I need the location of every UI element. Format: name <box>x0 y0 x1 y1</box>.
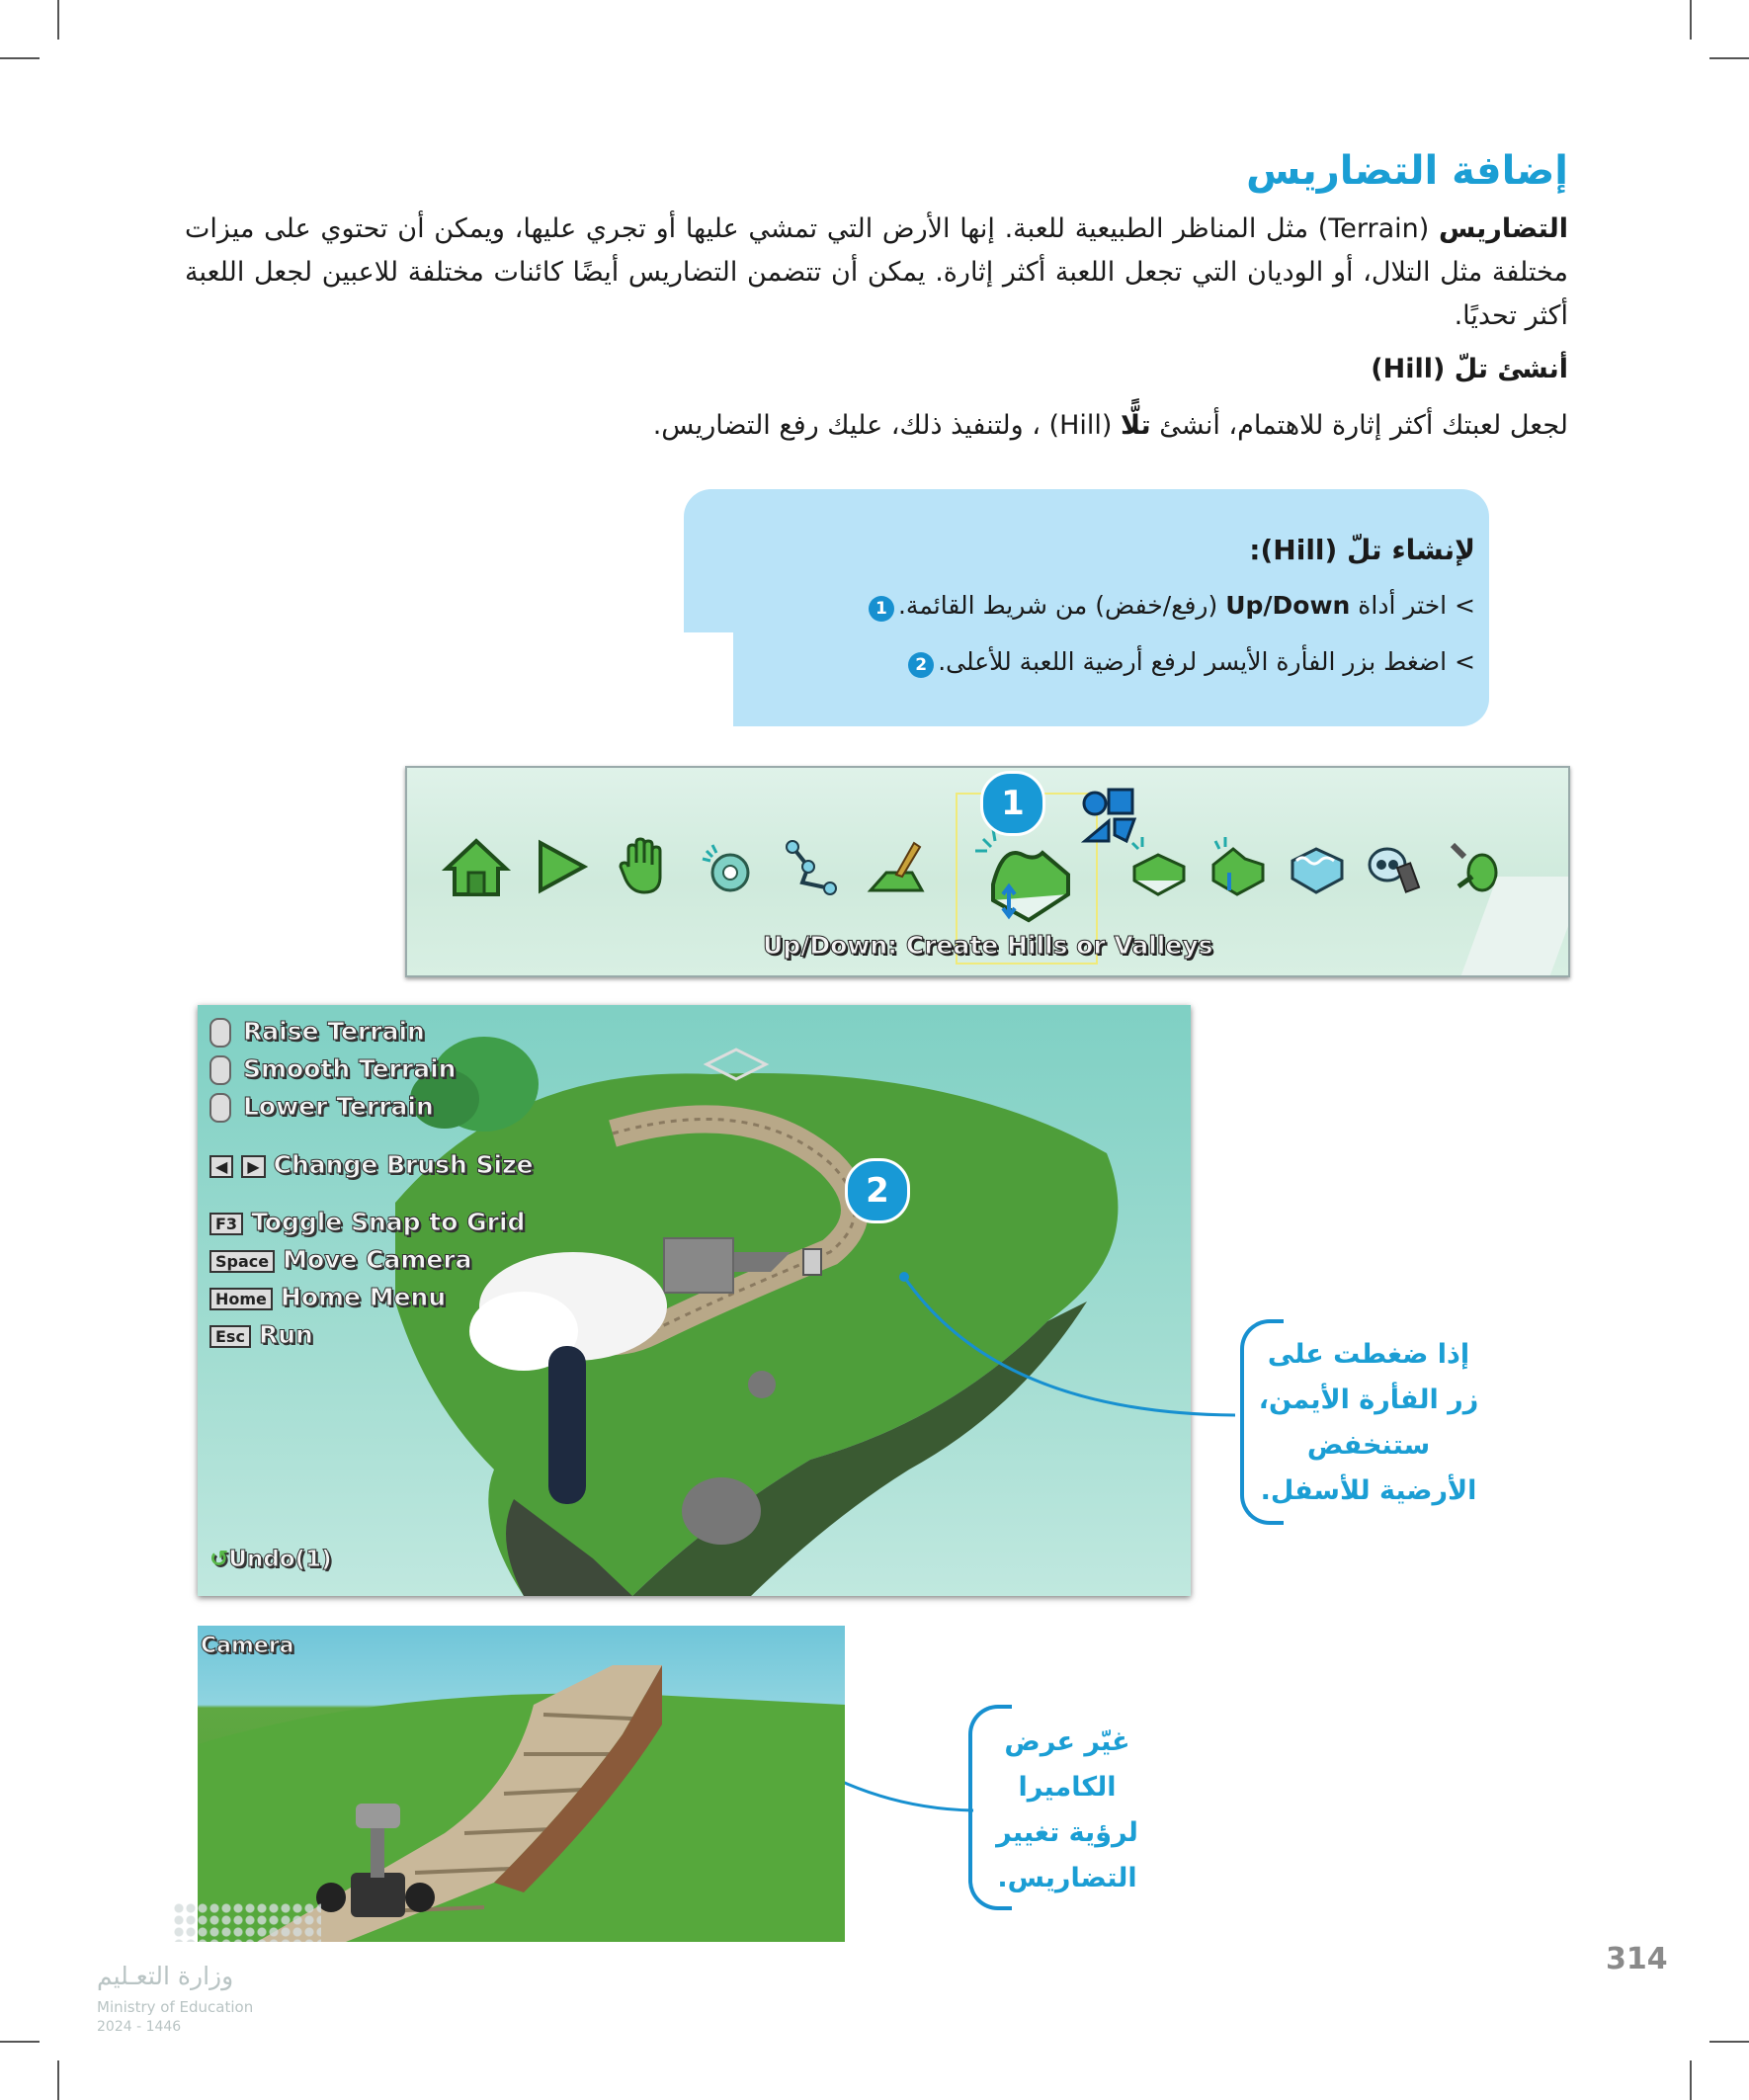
hud-raise-terrain <box>209 1017 425 1048</box>
step1-tool-name: Up/Down <box>1225 591 1351 620</box>
hud-brush-size <box>209 1150 534 1179</box>
instruction-step-2 <box>904 647 1475 678</box>
hud-camera-label: Camera <box>201 1634 294 1658</box>
hud-label: Smooth Terrain <box>243 1054 457 1083</box>
undo-label: Undo(1) <box>228 1547 332 1572</box>
undo-icon: ↺ <box>209 1547 229 1572</box>
level-terrain-icon[interactable] <box>1198 827 1277 906</box>
mouse-left-icon <box>209 1018 231 1048</box>
water-icon[interactable] <box>1277 827 1356 906</box>
step-2-badge: 2 <box>845 1158 910 1223</box>
staircase-illustration <box>198 1626 845 1942</box>
up-down-terrain-icon[interactable] <box>970 822 1079 931</box>
crop-mark <box>1709 57 1749 59</box>
hud-label: Raise Terrain <box>243 1017 425 1046</box>
hud-label: Run <box>258 1320 313 1349</box>
term-bold: التضاريس <box>1438 213 1568 244</box>
undo-button[interactable] <box>209 1547 332 1572</box>
page-number: 314 <box>1606 1942 1668 1976</box>
crop-mark <box>0 2041 40 2043</box>
callout-line: إذا ضغطت على <box>1267 1339 1470 1370</box>
crop-mark <box>57 2060 59 2100</box>
key-home: Home <box>209 1288 273 1310</box>
callout-line: التضاريس. <box>997 1863 1137 1893</box>
hud-smooth-terrain <box>209 1054 456 1085</box>
flatten-terrain-icon[interactable] <box>1119 827 1198 906</box>
mouse-right-icon <box>209 1093 231 1123</box>
ministry-name-ar: وزارة التعـليم <box>97 1962 234 1990</box>
play-icon[interactable] <box>521 827 600 906</box>
hill-bold: تلًّا <box>1121 410 1151 441</box>
key-f3: F3 <box>209 1213 243 1235</box>
step-number-badge: 2 <box>908 652 934 678</box>
hud-label: Change Brush Size <box>273 1150 534 1179</box>
hill-text-after: (Hill) ، ولتنفيذ ذلك، عليك رفع التضاريس. <box>652 410 1121 441</box>
add-object-icon[interactable] <box>689 827 768 906</box>
callout-line: لرؤية تغيير <box>996 1817 1138 1848</box>
hill-text-before: لجعل لعبتك أكثر إثارة للاهتمام، أنشئ <box>1150 410 1568 441</box>
paint-brush-icon[interactable] <box>857 827 936 906</box>
hud-home-menu <box>209 1283 446 1311</box>
camera-tool-icon[interactable] <box>1356 827 1435 906</box>
hud-snap-grid <box>209 1208 525 1236</box>
hill-heading: أنشئ تلّ (Hill) <box>1371 354 1568 384</box>
callout-line: ستنخفض <box>1306 1430 1431 1461</box>
hud-run <box>209 1320 313 1349</box>
intro-paragraph <box>185 208 1568 338</box>
camera-callout <box>973 1720 1161 1901</box>
arrow-right-icon: ▶ <box>241 1155 265 1178</box>
callout-line: الأرضية للأسفل. <box>1260 1475 1477 1506</box>
instruction-title: لإنشاء تلّ (Hill): <box>1249 534 1475 566</box>
step1-text-after: (رفع/خفض) من شريط القائمة. <box>897 591 1226 620</box>
hud-label: Lower Terrain <box>243 1092 434 1121</box>
home-icon[interactable] <box>437 827 516 906</box>
ministry-year: 2024 - 1446 <box>97 2019 182 2035</box>
editor-toolbar <box>405 766 1570 977</box>
crop-mark <box>1709 2041 1749 2043</box>
key-space: Space <box>209 1250 275 1273</box>
hud-label: Move Camera <box>283 1245 472 1274</box>
step1-text: > اختر أداة <box>1350 591 1475 620</box>
crop-mark <box>0 57 40 59</box>
path-icon[interactable] <box>773 827 852 906</box>
ministry-dots-logo <box>173 1902 321 1942</box>
hand-icon[interactable] <box>605 827 684 906</box>
step-1-badge: 1 <box>980 771 1045 836</box>
step2-text: > اضغط بزر الفأرة الأيسر لرفع أرضية اللعبة للأعلى. <box>938 647 1475 676</box>
key-esc: Esc <box>209 1325 251 1348</box>
hud-lower-terrain <box>209 1092 434 1123</box>
tool-tooltip: Up/Down: Create Hills or Valleys <box>763 931 1213 960</box>
mouse-middle-icon <box>209 1055 231 1085</box>
arrow-left-icon: ◀ <box>209 1155 233 1178</box>
instruction-box-notch <box>684 632 733 726</box>
callout-line: الكاميرا <box>1018 1772 1117 1803</box>
intro-text: (Terrain) مثل المناظر الطبيعية للعبة. إنها الأرض التي تمشي عليها أو تجري عليها، ويمكن أن تحتوي على ميزات مختلفة مثل التلال، أو الوديان التي تجعل اللعبة أكثر إثارة. يمكن أن تتضمن التضاريس أيضًا كائنات مختلفة للاعبين لجعل اللعبة أكثر تحديًا. <box>185 213 1568 331</box>
crop-mark <box>1690 2060 1692 2100</box>
right-click-callout <box>1240 1332 1497 1514</box>
hud-label: Home Menu <box>280 1283 447 1311</box>
hill-paragraph <box>653 410 1568 441</box>
crop-mark <box>57 0 59 40</box>
camera-view-screenshot <box>198 1626 845 1942</box>
step-number-badge: 1 <box>869 596 894 622</box>
hud-move-camera <box>209 1245 472 1274</box>
crop-mark <box>1690 0 1692 40</box>
callout-line: غيّر عرض <box>1004 1726 1130 1757</box>
ministry-name-en: Ministry of Education <box>97 1998 254 2016</box>
terrain-editor-screenshot <box>198 1005 1191 1596</box>
hud-label: Toggle Snap to Grid <box>251 1208 526 1236</box>
section-title: إضافة التضاريس <box>1246 148 1568 194</box>
callout-line: زر الفأرة الأيمن، <box>1258 1385 1479 1415</box>
instruction-step-1 <box>865 591 1475 622</box>
